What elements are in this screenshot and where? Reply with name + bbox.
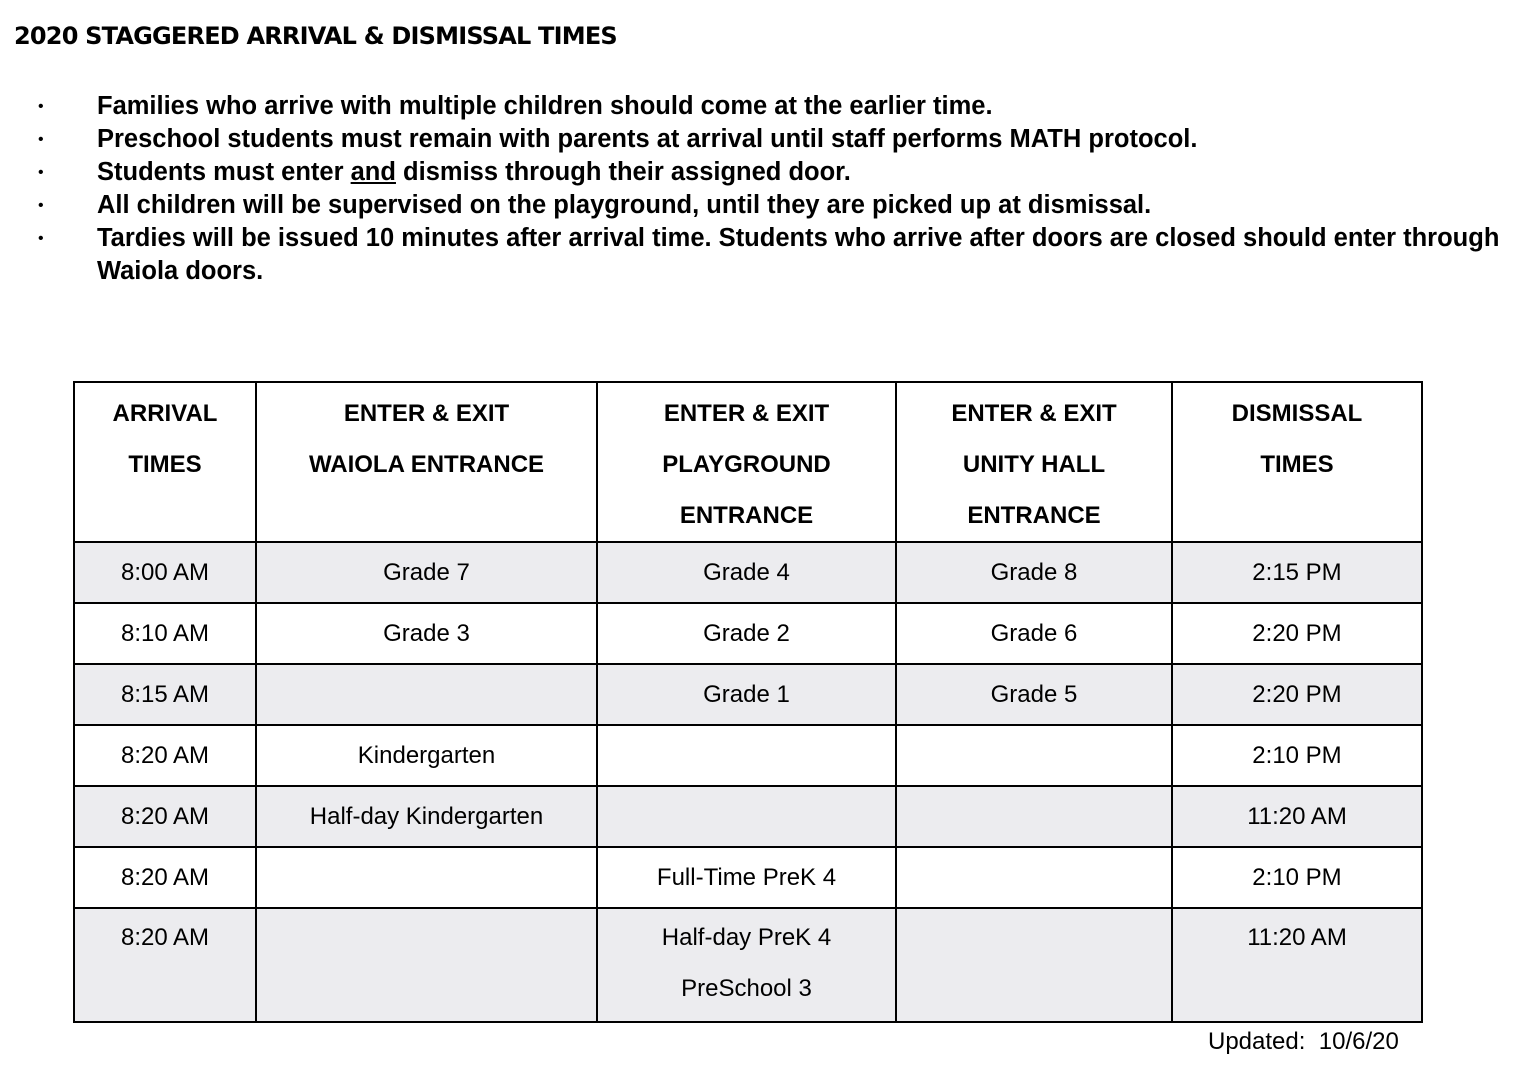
column-header-dismissal-times (1172, 382, 1422, 542)
playground-cell (597, 786, 896, 847)
unity-hall-cell (896, 908, 1172, 1022)
header-line: ENTER & EXIT (663, 400, 830, 427)
table-row (74, 908, 1422, 1022)
header-line: WAIOLA ENTRANCE (308, 451, 545, 478)
dismissal-time-cell: 11:20 AM (1172, 908, 1422, 1022)
bullet-icon: • (38, 197, 44, 214)
guideline-text: Tardies will be issued 10 minutes after arrival time. Students who arrive after doors are closed should enter through Waiola doors. (97, 224, 1500, 285)
guideline-text-start: Students must enter (97, 158, 351, 186)
waiola-cell: Grade 3 (256, 603, 597, 664)
bullet-icon: • (38, 98, 44, 115)
arrival-time-cell: 8:20 AM (74, 847, 256, 908)
unity-hall-cell (896, 847, 1172, 908)
dismissal-time-cell: 2:10 PM (1172, 847, 1422, 908)
guideline-text-end: dismiss through their assigned door. (395, 158, 851, 186)
header-line: ENTRANCE (967, 502, 1101, 529)
header-line: ENTRANCE (679, 502, 814, 529)
playground-cell (597, 908, 896, 1022)
dismissal-time-cell: 2:20 PM (1172, 664, 1422, 725)
header-line: TIMES (1260, 451, 1334, 478)
header-line: TIMES (128, 451, 202, 478)
playground-cell (597, 725, 896, 786)
header-line: DISMISSAL (1231, 400, 1363, 427)
header-line: PLAYGROUND (662, 451, 831, 478)
updated-date: Updated: 10/6/20 (1208, 1028, 1399, 1055)
arrival-time-cell: 8:20 AM (74, 786, 256, 847)
guideline-text: Families who arrive with multiple children should come at the earlier time. (97, 92, 993, 120)
guidelines-list (0, 90, 1539, 288)
column-header-unity-hall-entrance (896, 382, 1172, 542)
dismissal-time-cell: 2:15 PM (1172, 542, 1422, 603)
table-row (74, 786, 1422, 847)
arrival-time-cell: 8:15 AM (74, 664, 256, 725)
header-line: ARRIVAL (112, 400, 218, 427)
bullet-icon: • (38, 131, 44, 148)
table-row (74, 542, 1422, 603)
list-item (0, 222, 1539, 288)
program-line: PreSchool 3 (681, 975, 812, 1002)
guideline-text (97, 158, 851, 186)
playground-cell: Grade 2 (597, 603, 896, 664)
playground-cell: Grade 4 (597, 542, 896, 603)
table-row (74, 603, 1422, 664)
page-title: 2020 STAGGERED ARRIVAL & DISMISSAL TIMES (14, 22, 617, 50)
list-item (0, 123, 1539, 156)
guideline-text: Preschool students must remain with parents at arrival until staff performs MATH protocol. (97, 125, 1198, 153)
unity-hall-cell: Grade 8 (896, 542, 1172, 603)
schedule-table (73, 381, 1423, 1023)
waiola-cell (256, 908, 597, 1022)
guideline-text: All children will be supervised on the playground, until they are picked up at dismissal. (97, 191, 1152, 219)
waiola-cell: Grade 7 (256, 542, 597, 603)
unity-hall-cell: Grade 5 (896, 664, 1172, 725)
arrival-time-cell: 8:20 AM (74, 908, 256, 1022)
waiola-cell: Half-day Kindergarten (256, 786, 597, 847)
list-item (0, 90, 1539, 123)
unity-hall-cell (896, 725, 1172, 786)
arrival-time-cell: 8:20 AM (74, 725, 256, 786)
arrival-time-cell: 8:10 AM (74, 603, 256, 664)
column-header-waiola-entrance (256, 382, 597, 542)
dismissal-time-cell: 2:20 PM (1172, 603, 1422, 664)
underlined-word: and (350, 158, 396, 186)
bullet-icon: • (38, 164, 44, 181)
unity-hall-cell (896, 786, 1172, 847)
header-line: UNITY HALL (962, 451, 1106, 478)
unity-hall-cell: Grade 6 (896, 603, 1172, 664)
list-item (0, 189, 1539, 222)
waiola-cell (256, 664, 597, 725)
table-row (74, 664, 1422, 725)
waiola-cell: Kindergarten (256, 725, 597, 786)
playground-cell: Full-Time PreK 4 (597, 847, 896, 908)
bullet-icon: • (38, 230, 44, 247)
arrival-time-cell: 8:00 AM (74, 542, 256, 603)
dismissal-time-cell: 2:10 PM (1172, 725, 1422, 786)
table-row (74, 847, 1422, 908)
header-line: ENTER & EXIT (951, 400, 1117, 427)
waiola-cell (256, 847, 597, 908)
table-header-row (74, 382, 1422, 542)
column-header-arrival-times (74, 382, 256, 542)
dismissal-time-cell: 11:20 AM (1172, 786, 1422, 847)
header-line: ENTER & EXIT (343, 400, 510, 427)
playground-cell: Grade 1 (597, 664, 896, 725)
list-item (0, 156, 1539, 189)
program-line: Half-day PreK 4 (661, 924, 832, 951)
table-row (74, 725, 1422, 786)
column-header-playground-entrance (597, 382, 896, 542)
